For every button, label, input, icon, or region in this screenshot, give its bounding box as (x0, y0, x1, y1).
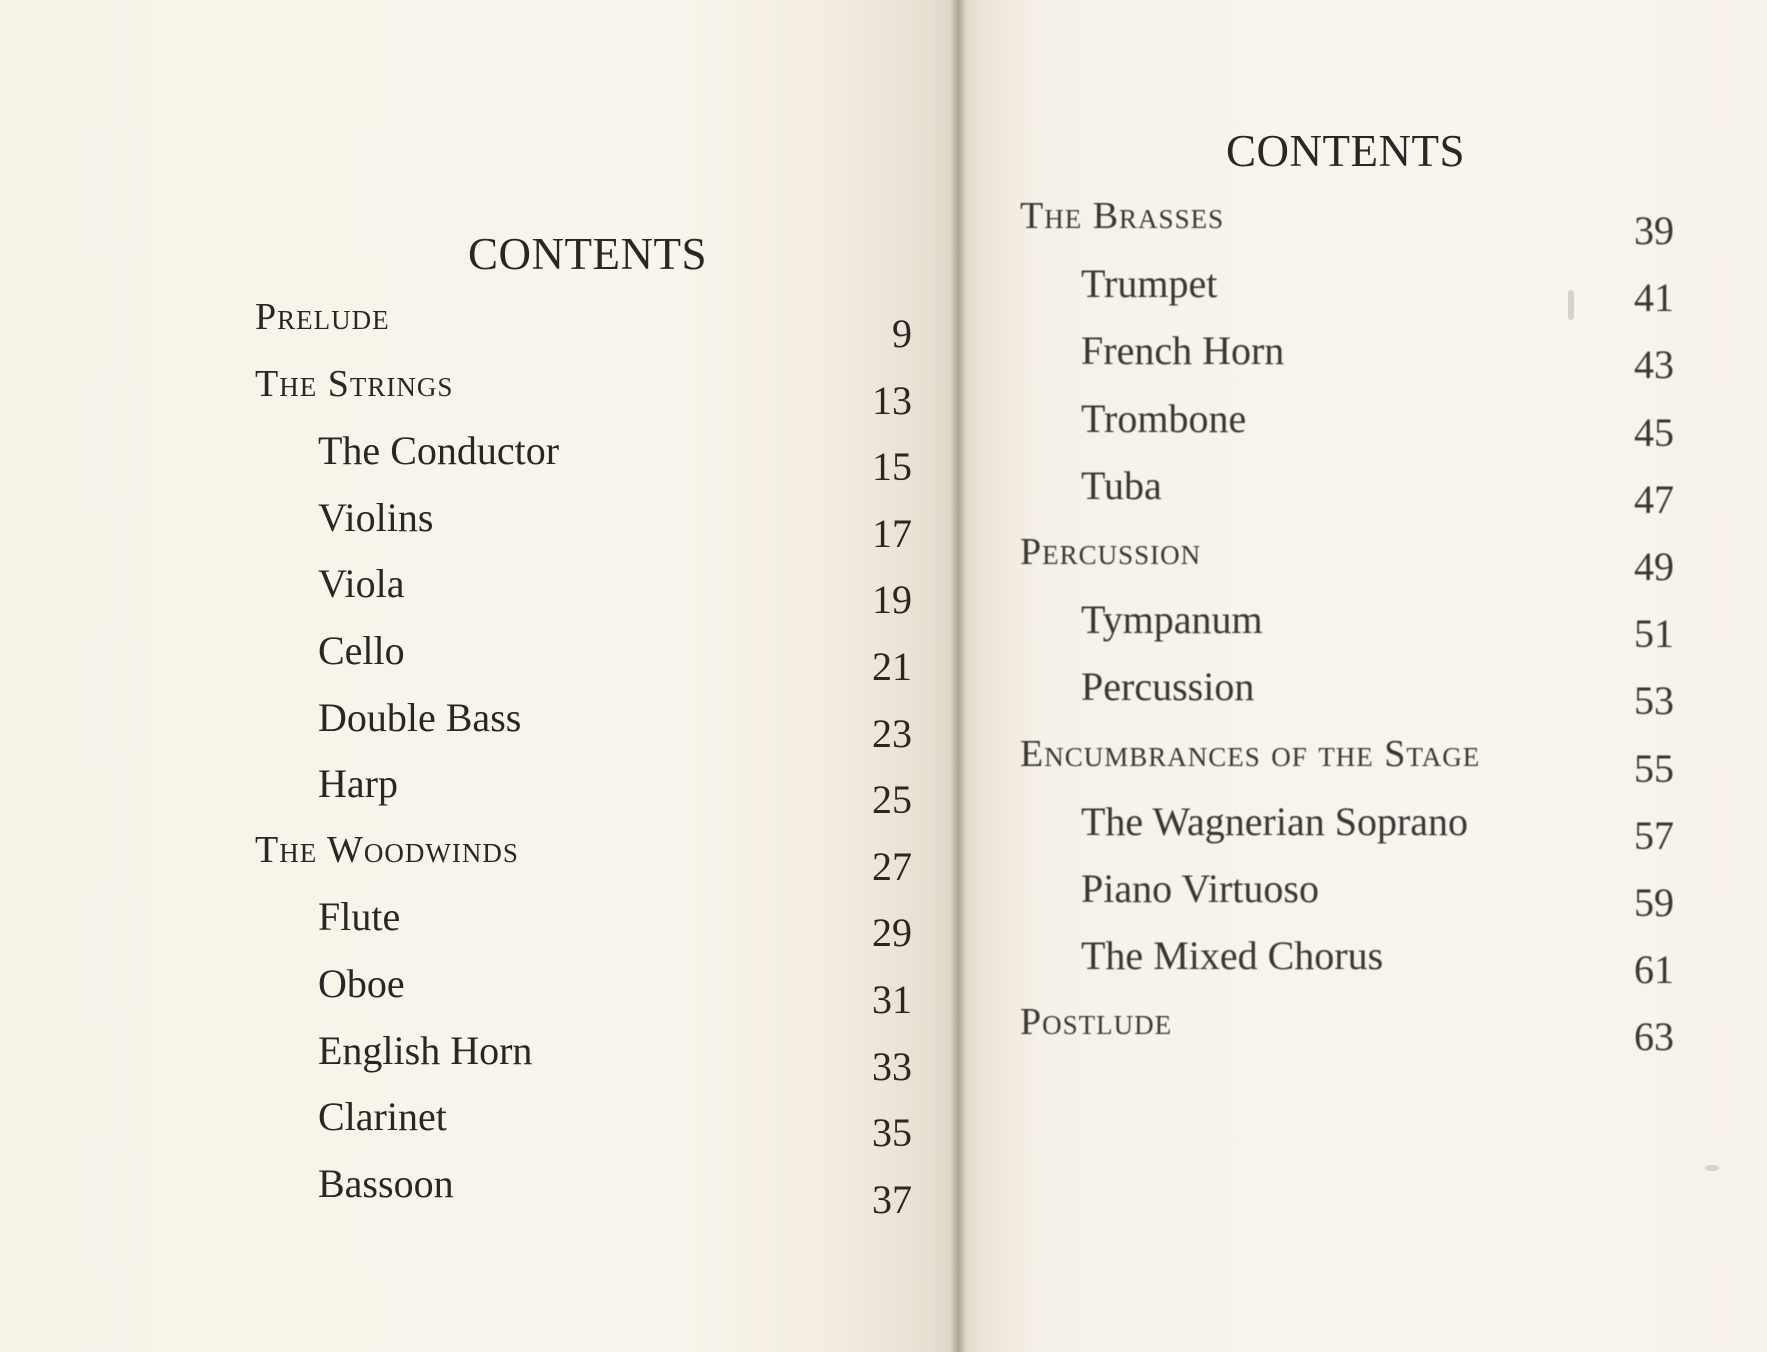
toc-entry-title: Violins (318, 494, 434, 540)
toc-page-number: 31 (872, 977, 912, 1022)
toc-entry-title: Piano Virtuoso (1081, 866, 1319, 911)
toc-page-number: 53 (1634, 678, 1674, 724)
toc-page-number: 49 (1634, 544, 1674, 589)
toc-section-title: Percussion (1020, 531, 1202, 573)
toc-page-number: 51 (1634, 611, 1674, 657)
toc-page-number: 27 (872, 843, 912, 889)
toc-page-number: 41 (1634, 275, 1674, 321)
toc-section-title: The Woodwinds (255, 828, 519, 871)
toc-entry-title: Trombone (1081, 395, 1247, 441)
right-page (958, 0, 1767, 1352)
toc-entry-title: Percussion (1081, 664, 1255, 710)
toc-entry-title: Tympanum (1081, 597, 1263, 643)
toc-entry-title: Cello (318, 628, 405, 673)
toc-section-title: Prelude (255, 296, 390, 338)
toc-page-number: 19 (872, 577, 912, 623)
toc-page-number: 45 (1634, 409, 1674, 455)
toc-entry-title: Viola (318, 561, 405, 607)
toc-entry-title: Flute (318, 894, 401, 940)
toc-section-title: The Brasses (1020, 195, 1225, 237)
toc-page-number: 43 (1634, 342, 1674, 388)
toc-entry-title: English Horn (318, 1027, 533, 1073)
toc-page-number: 59 (1634, 880, 1674, 925)
toc-page-number: 15 (872, 444, 912, 490)
toc-page-number: 63 (1634, 1014, 1674, 1060)
toc-page-number: 35 (872, 1110, 912, 1156)
toc-entry-title: The Mixed Chorus (1081, 933, 1384, 979)
toc-page-number: 23 (872, 710, 912, 756)
toc-page-number: 37 (872, 1176, 912, 1222)
paper-speck (1705, 1165, 1719, 1171)
toc-section-title: Encumbrances of the Stage (1020, 732, 1481, 775)
toc-page-number: 9 (892, 311, 912, 356)
toc-page-number: 57 (1634, 812, 1674, 858)
toc-page-number: 47 (1634, 476, 1674, 522)
toc-page-number: 55 (1634, 745, 1674, 791)
right-toc (958, 0, 1767, 1352)
toc-page-number: 21 (872, 644, 912, 689)
toc-page-number: 61 (1634, 947, 1674, 993)
toc-page-number: 39 (1634, 208, 1674, 253)
toc-entry-title: Clarinet (318, 1094, 447, 1140)
toc-entry-title: Trumpet (1081, 261, 1218, 307)
toc-entry-title: Oboe (318, 961, 405, 1006)
left-page-heading: CONTENTS (468, 229, 707, 279)
toc-section-title: The Strings (255, 362, 454, 405)
toc-entry-title: Double Bass (318, 694, 522, 740)
toc-page-number: 17 (872, 510, 912, 556)
toc-entry-title: Tuba (1081, 462, 1162, 508)
toc-page-number: 13 (872, 377, 912, 423)
toc-entry-title: French Horn (1081, 328, 1285, 374)
right-page-heading: CONTENTS (1226, 126, 1465, 176)
toc-entry-title: The Conductor (318, 428, 560, 474)
toc-page-number: 25 (872, 777, 912, 823)
toc-entry-title: Harp (318, 761, 398, 807)
paper-speck (1568, 290, 1574, 320)
toc-section-title: Postlude (1020, 1001, 1173, 1044)
book-gutter (950, 0, 966, 1352)
toc-page-number: 33 (872, 1043, 912, 1089)
toc-page-number: 29 (872, 910, 912, 956)
toc-entry-title: The Wagnerian Soprano (1081, 798, 1469, 844)
toc-entry-title: Bassoon (318, 1160, 454, 1206)
